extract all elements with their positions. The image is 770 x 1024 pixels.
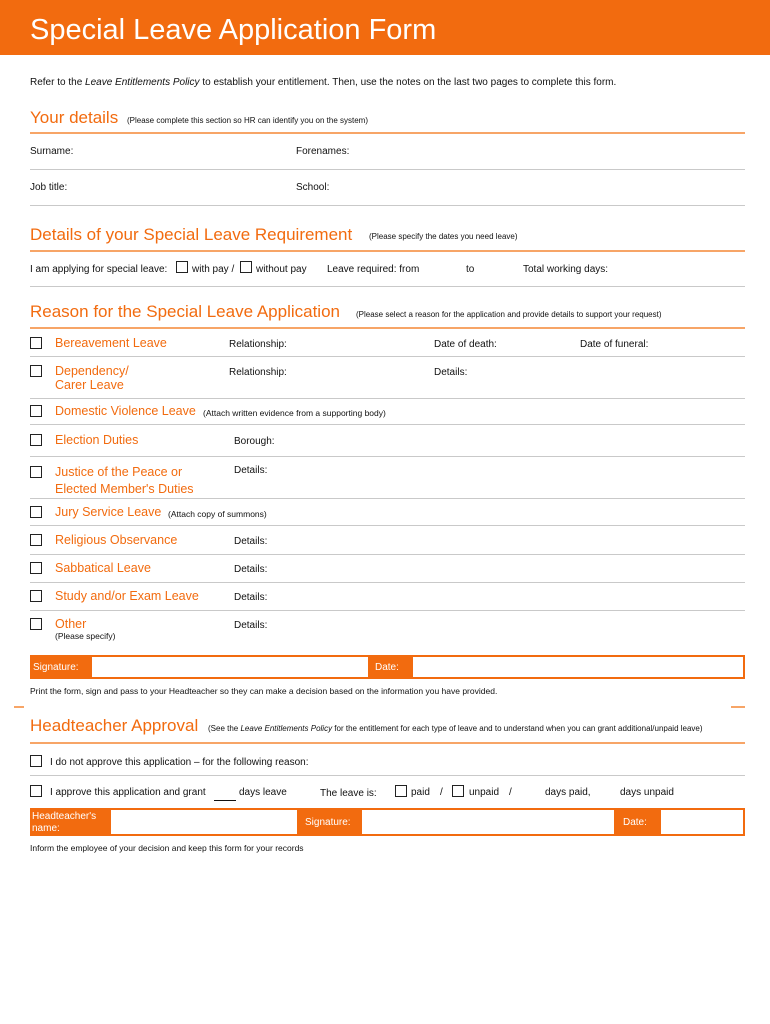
- row-divider: [30, 398, 745, 399]
- headteacher-signature-label: Signature:: [305, 817, 351, 828]
- row-divider: [30, 498, 745, 499]
- other-checkbox[interactable]: [30, 618, 42, 630]
- study-checkbox[interactable]: [30, 590, 42, 602]
- signature-label: Signature:: [33, 662, 79, 673]
- leave-required-label: Leave required: from: [327, 264, 420, 275]
- approval-note-policy: Leave Entitlements Policy: [240, 724, 333, 733]
- paid-checkbox[interactable]: [395, 785, 407, 797]
- headteacher-name-field[interactable]: [111, 810, 297, 834]
- without-pay-checkbox[interactable]: [240, 261, 252, 273]
- row-divider: [30, 456, 745, 457]
- reason-heading: Reason for the Special Leave Application: [30, 302, 340, 321]
- sabbatical-checkbox[interactable]: [30, 562, 42, 574]
- justice-label-line2: Elected Member's Duties: [55, 482, 194, 496]
- details-label: Details:: [434, 367, 468, 378]
- intro-pre: Refer to the: [30, 77, 86, 88]
- bereavement-label: Bereavement Leave: [55, 336, 167, 350]
- surname-label: Surname:: [30, 146, 74, 157]
- granted-days-field[interactable]: [214, 788, 236, 806]
- intro-post: to establish your entitlement. Then, use the notes on the last two pages to complete this form.: [199, 77, 617, 88]
- justice-checkbox[interactable]: [30, 466, 42, 478]
- cut-mark-left: [14, 706, 24, 708]
- approval-note-post: for the entitlement for each type of leave and to understand when you can grant additional/unpaid leave): [332, 724, 703, 733]
- row-divider: [30, 286, 745, 287]
- page-title: Special Leave Application Form: [30, 14, 437, 46]
- section-rule: [30, 250, 745, 252]
- row-divider: [30, 205, 745, 206]
- religious-label: Religious Observance: [55, 533, 178, 547]
- headteacher-date-label: Date:: [623, 817, 647, 828]
- approve-checkbox[interactable]: [30, 785, 42, 797]
- without-pay-label: without pay: [256, 264, 307, 275]
- jury-service-note: (Attach copy of summons): [168, 509, 267, 519]
- leave-to-label: to: [466, 264, 475, 275]
- cut-mark-right: [731, 706, 745, 708]
- date-field[interactable]: [413, 657, 743, 677]
- title-banner: [0, 0, 770, 55]
- row-divider: [30, 424, 745, 425]
- headteacher-name-label-line1: Headteacher's: [32, 811, 97, 822]
- leave-is-label: The leave is:: [320, 788, 377, 799]
- days-unpaid-label: days unpaid: [620, 787, 674, 798]
- jury-service-checkbox[interactable]: [30, 506, 42, 518]
- relationship-label: Relationship:: [229, 339, 287, 350]
- total-days-label: Total working days:: [523, 264, 609, 275]
- signature-field[interactable]: [92, 657, 368, 677]
- not-approve-checkbox[interactable]: [30, 755, 42, 767]
- headteacher-signature-field[interactable]: [362, 810, 614, 834]
- section-rule: [30, 327, 745, 329]
- row-divider: [30, 356, 745, 357]
- section-rule: [30, 132, 745, 134]
- approval-note-pre: (See the: [208, 724, 241, 733]
- with-pay-checkbox[interactable]: [176, 261, 188, 273]
- headteacher-name-label-line2: name:: [32, 823, 60, 834]
- approval-note: [208, 724, 703, 733]
- paid-label: paid: [411, 787, 430, 798]
- school-field[interactable]: [340, 178, 740, 196]
- bereavement-checkbox[interactable]: [30, 337, 42, 349]
- dependency-label-line1: Dependency/: [55, 364, 129, 378]
- print-note: Print the form, sign and pass to your Headteacher so they can make a decision based on the information you have provided.: [30, 686, 498, 696]
- your-details-note: (Please complete this section so HR can identify you on the system): [127, 116, 368, 125]
- domestic-violence-checkbox[interactable]: [30, 405, 42, 417]
- domestic-violence-note: (Attach written evidence from a supporting body): [203, 408, 386, 418]
- domestic-violence-label: Domestic Violence Leave: [55, 404, 196, 418]
- approve-label: I approve this application and grant: [50, 787, 206, 798]
- details-label: Details:: [234, 592, 268, 603]
- reason-note: (Please select a reason for the application and provide details to support your request): [356, 310, 662, 319]
- surname-field[interactable]: [85, 142, 285, 160]
- sabbatical-label: Sabbatical Leave: [55, 561, 151, 575]
- slash: /: [509, 787, 512, 798]
- other-label: Other: [55, 617, 87, 631]
- row-divider: [30, 775, 745, 776]
- other-note: (Please specify): [55, 631, 116, 641]
- intro-text: [30, 77, 616, 88]
- date-of-funeral-label: Date of funeral:: [580, 339, 649, 350]
- days-leave-label: days leave: [239, 787, 287, 798]
- forenames-label: Forenames:: [296, 146, 350, 157]
- with-pay-label: with pay /: [192, 264, 235, 275]
- headteacher-date-field[interactable]: [661, 810, 743, 834]
- job-title-field[interactable]: [85, 178, 285, 196]
- unpaid-label: unpaid: [469, 787, 500, 798]
- justice-label-line1: Justice of the Peace or: [55, 465, 183, 479]
- not-approve-label: I do not approve this application – for the following reason:: [50, 757, 309, 768]
- study-label: Study and/or Exam Leave: [55, 589, 199, 603]
- final-note: Inform the employee of your decision and keep this form for your records: [30, 843, 304, 853]
- intro-policy-name: Leave Entitlements Policy: [85, 77, 200, 88]
- forenames-field[interactable]: [358, 142, 738, 160]
- relationship-label: Relationship:: [229, 367, 287, 378]
- row-divider: [30, 582, 745, 583]
- requirement-heading: Details of your Special Leave Requirement: [30, 225, 353, 244]
- unpaid-checkbox[interactable]: [452, 785, 464, 797]
- election-checkbox[interactable]: [30, 434, 42, 446]
- dependency-label-line2: Carer Leave: [55, 378, 124, 392]
- details-label: Details:: [234, 536, 268, 547]
- dependency-checkbox[interactable]: [30, 365, 42, 377]
- slash: /: [440, 787, 443, 798]
- jury-service-label: Jury Service Leave: [55, 505, 162, 519]
- date-label: Date:: [375, 662, 399, 673]
- row-divider: [30, 169, 745, 170]
- school-label: School:: [296, 182, 330, 193]
- approval-heading: Headteacher Approval: [30, 716, 199, 735]
- requirement-note: (Please specify the dates you need leave): [369, 232, 518, 241]
- row-divider: [30, 610, 745, 611]
- date-of-death-label: Date of death:: [434, 339, 497, 350]
- details-label: Details:: [234, 620, 268, 631]
- row-divider: [30, 525, 745, 526]
- details-label: Details:: [234, 564, 268, 575]
- your-details-heading: Your details: [30, 108, 119, 127]
- election-label: Election Duties: [55, 433, 139, 447]
- applying-label: I am applying for special leave:: [30, 264, 168, 275]
- details-label: Details:: [234, 465, 268, 476]
- religious-checkbox[interactable]: [30, 534, 42, 546]
- job-title-label: Job title:: [30, 182, 68, 193]
- row-divider: [30, 554, 745, 555]
- days-paid-label: days paid,: [545, 787, 591, 798]
- borough-label: Borough:: [234, 436, 275, 447]
- section-rule: [30, 742, 745, 744]
